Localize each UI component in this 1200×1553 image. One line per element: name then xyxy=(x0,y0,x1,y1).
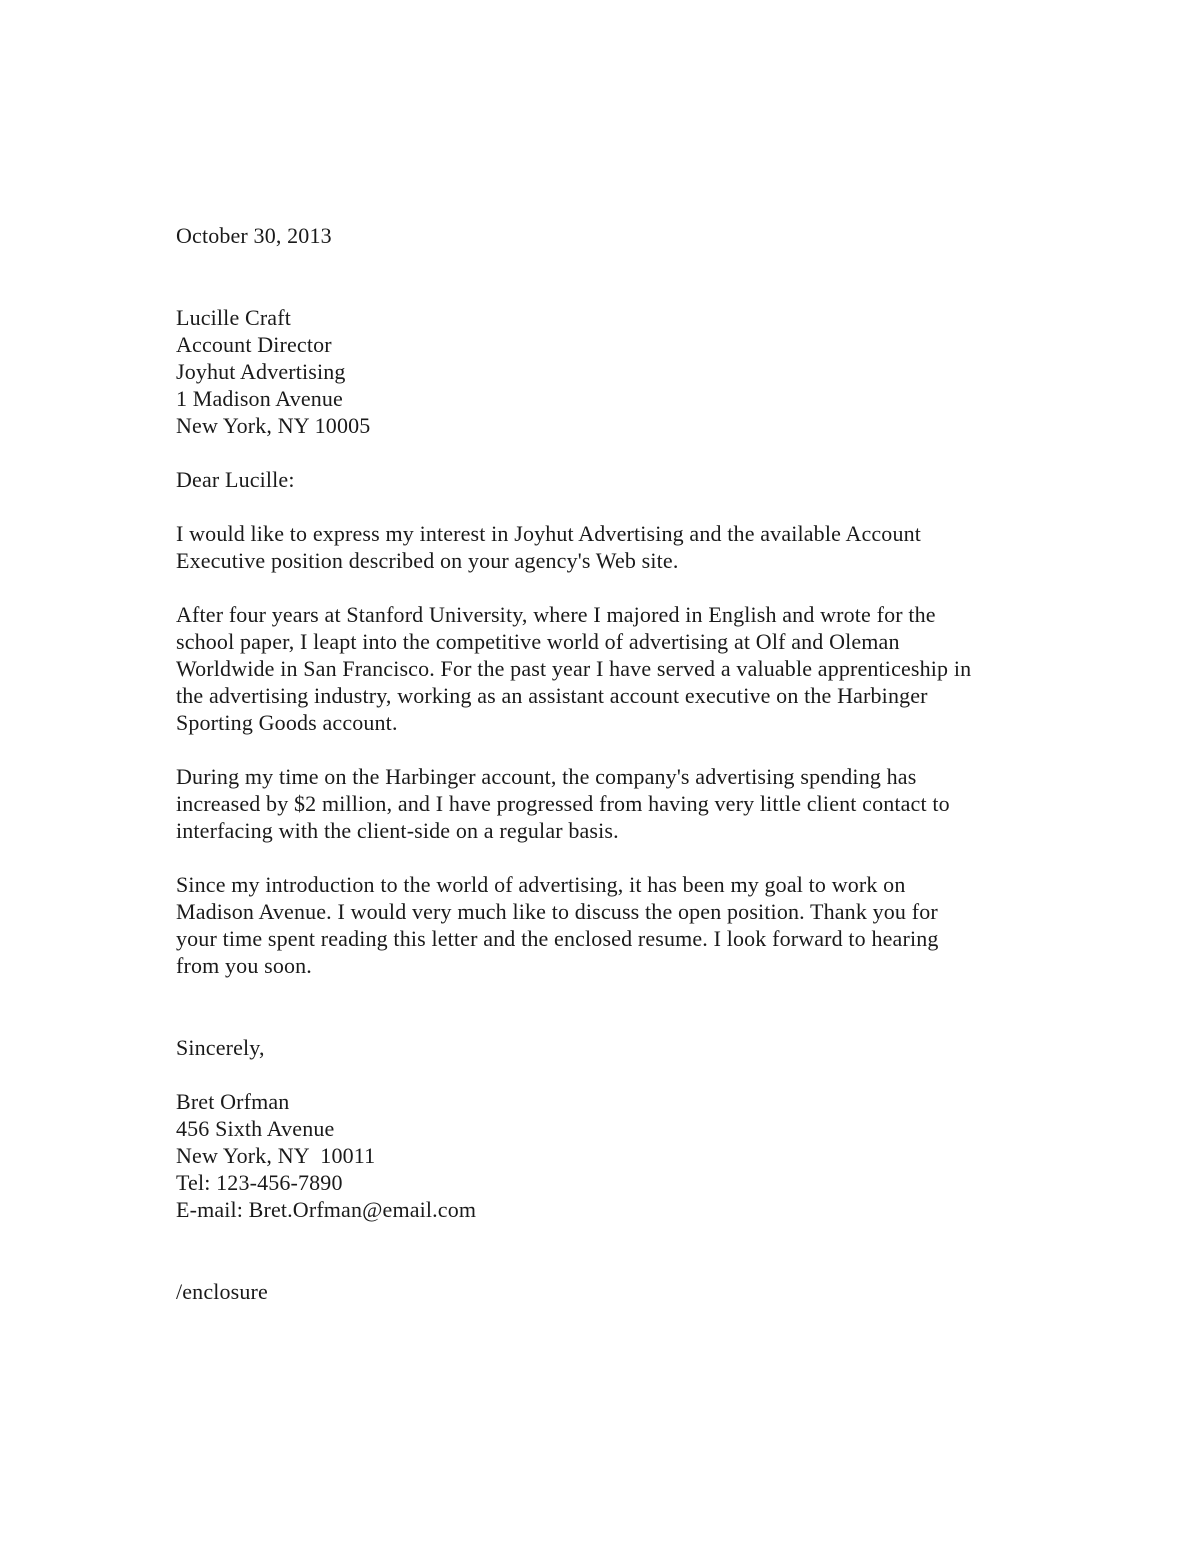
sender-email: E-mail: Bret.Orfman@email.com xyxy=(176,1197,477,1222)
sender-tel: Tel: 123-456-7890 xyxy=(176,1170,343,1195)
paragraph-line: from you soon. xyxy=(176,953,312,978)
recipient-name: Lucille Craft xyxy=(176,305,291,330)
paragraph-line: After four years at Stanford University, where I majored in English and wrote for the xyxy=(176,602,936,627)
paragraph-line: the advertising industry, working as an assistant account executive on the Harbinger xyxy=(176,683,928,708)
paragraph-line: school paper, I leapt into the competitive world of advertising at Olf and Oleman xyxy=(176,629,900,654)
salutation: Dear Lucille: xyxy=(176,467,295,492)
recipient-street: 1 Madison Avenue xyxy=(176,386,343,411)
letter-date: October 30, 2013 xyxy=(176,223,332,248)
recipient-city-state-zip: New York, NY 10005 xyxy=(176,413,371,438)
paragraph-line: interfacing with the client-side on a regular basis. xyxy=(176,818,619,843)
sender-name: Bret Orfman xyxy=(176,1089,290,1114)
paragraph-line: During my time on the Harbinger account, the company's advertising spending has xyxy=(176,764,917,789)
paragraph-line: Madison Avenue. I would very much like to discuss the open position. Thank you for xyxy=(176,899,938,924)
paragraph-line: your time spent reading this letter and the enclosed resume. I look forward to hearing xyxy=(176,926,939,951)
sender-city-state-zip: New York, NY 10011 xyxy=(176,1143,376,1168)
paragraph-line: Worldwide in San Francisco. For the past year I have served a valuable apprenticeship in xyxy=(176,656,972,681)
paragraph-line: Sporting Goods account. xyxy=(176,710,398,735)
recipient-company: Joyhut Advertising xyxy=(176,359,346,384)
closing: Sincerely, xyxy=(176,1035,265,1060)
paragraph-line: Since my introduction to the world of advertising, it has been my goal to work on xyxy=(176,872,906,897)
recipient-title: Account Director xyxy=(176,332,332,357)
enclosure-note: /enclosure xyxy=(176,1279,268,1304)
paragraph-line: Executive position described on your agency's Web site. xyxy=(176,548,679,573)
sender-street: 456 Sixth Avenue xyxy=(176,1116,335,1141)
paragraph-line: I would like to express my interest in Joyhut Advertising and the available Account xyxy=(176,521,922,546)
paragraph-line: increased by $2 million, and I have progressed from having very little client contact to xyxy=(176,791,950,816)
